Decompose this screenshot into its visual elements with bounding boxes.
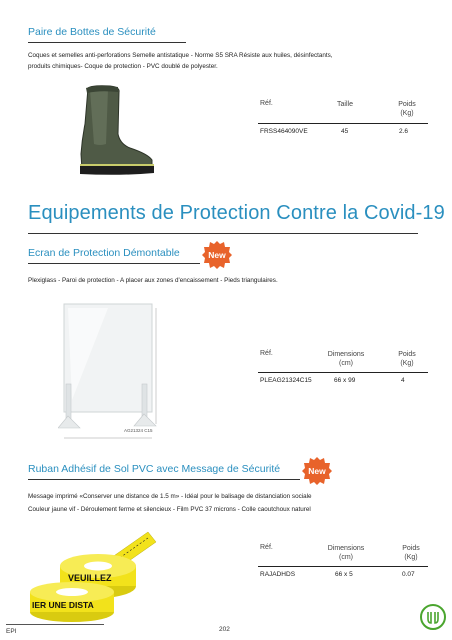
table-cell-weight: 2.6: [399, 128, 409, 135]
table-header-ref: Réf.: [260, 544, 273, 551]
table-cell-ref: FRSS464090VE: [260, 128, 308, 135]
table-header-size: Taille: [337, 101, 353, 108]
product-table-boots: [258, 100, 428, 146]
section-description: [28, 50, 428, 72]
footer-section-label: EPI: [6, 628, 17, 635]
table-header-weight-label: Poids: [398, 101, 416, 108]
section-description: [28, 275, 428, 286]
title-divider: [28, 233, 418, 234]
table-header-dimensions-label: Dimensions: [327, 545, 365, 552]
new-badge-label: New: [208, 250, 226, 260]
table-header-weight-unit: (Kg): [400, 110, 414, 117]
table-header-weight-label: Poids: [398, 351, 416, 358]
section-divider: [28, 42, 186, 43]
new-badge-label: New: [308, 466, 326, 476]
section-description: [28, 491, 438, 515]
tape-text-big: VEUILLEZ: [68, 573, 112, 583]
table-header-weight: [394, 544, 428, 562]
page-title: Equipements de Protection Contre la Covid-19: [28, 202, 445, 224]
table-header-dimensions-unit: (cm): [339, 360, 353, 367]
table-rule: [258, 372, 428, 373]
section-divider: [28, 263, 200, 264]
image-code-label: AG21324 C15: [124, 428, 153, 433]
table-rule: [258, 566, 428, 567]
table-header-weight: [390, 100, 424, 118]
description-line: Plexiglass - Paroi de protection - A placer aux zones d'encaissement - Pieds triangulaires.: [28, 277, 278, 284]
section-divider: [28, 479, 300, 480]
logo-mark-icon: [422, 606, 444, 628]
product-table-screen: [258, 350, 428, 396]
table-cell-ref: RAJADHDS: [260, 571, 296, 578]
table-header-weight-unit: (Kg): [400, 360, 414, 367]
footer-divider: [6, 624, 104, 625]
product-table-tape: [258, 544, 428, 590]
table-rule: [258, 123, 428, 124]
section-title-boots: Paire de Bottes de Sécurité: [28, 26, 156, 38]
table-header-dimensions: [318, 350, 374, 368]
new-badge: [202, 240, 232, 270]
table-cell-size: 45: [341, 128, 349, 135]
tape-text-mid: IER UNE DISTA: [32, 600, 94, 610]
floor-tape-image: [28, 528, 188, 622]
table-header-dimensions-unit: (cm): [339, 554, 353, 561]
description-line: Couleur jaune vif - Déroulement ferme et silencieux - Film PVC 37 microns - Colle caoutchoux naturel: [28, 506, 311, 513]
table-header-ref: Réf.: [260, 100, 273, 107]
table-cell-dimensions: 66 x 5: [335, 571, 353, 578]
table-cell-dimensions: 66 x 99: [334, 377, 356, 384]
description-line: Message imprimé «Conserver une distance de 1.5 m» - Idéal pour le balisage de distanciation sociale: [28, 493, 312, 500]
brand-logo: [420, 604, 446, 630]
table-cell-ref: PLEAG21324C15: [260, 377, 312, 384]
table-header-weight-label: Poids: [402, 545, 420, 552]
table-header-weight-unit: (Kg): [404, 554, 418, 561]
page-number: 202: [219, 626, 230, 633]
table-header-ref: Réf.: [260, 350, 273, 357]
new-badge: [302, 456, 332, 486]
table-header-dimensions-label: Dimensions: [327, 351, 365, 358]
table-cell-weight: 4: [401, 377, 405, 384]
table-cell-weight: 0.07: [402, 571, 415, 578]
section-title-screen: Ecran de Protection Démontable: [28, 247, 180, 259]
table-header-dimensions: [318, 544, 374, 562]
safety-boot-image: [70, 84, 160, 176]
table-header-weight: [390, 350, 424, 368]
protection-screen-image: [58, 300, 168, 446]
description-line: Coques et semelles anti-perforations Semelle antistatique - Norme S5 SRA Résiste aux huiles, désinfectants,: [28, 52, 333, 59]
section-title-tape: Ruban Adhésif de Sol PVC avec Message de Sécurité: [28, 463, 281, 475]
description-line: produits chimiques- Coque de protection - PVC doublé de polyester.: [28, 63, 218, 70]
